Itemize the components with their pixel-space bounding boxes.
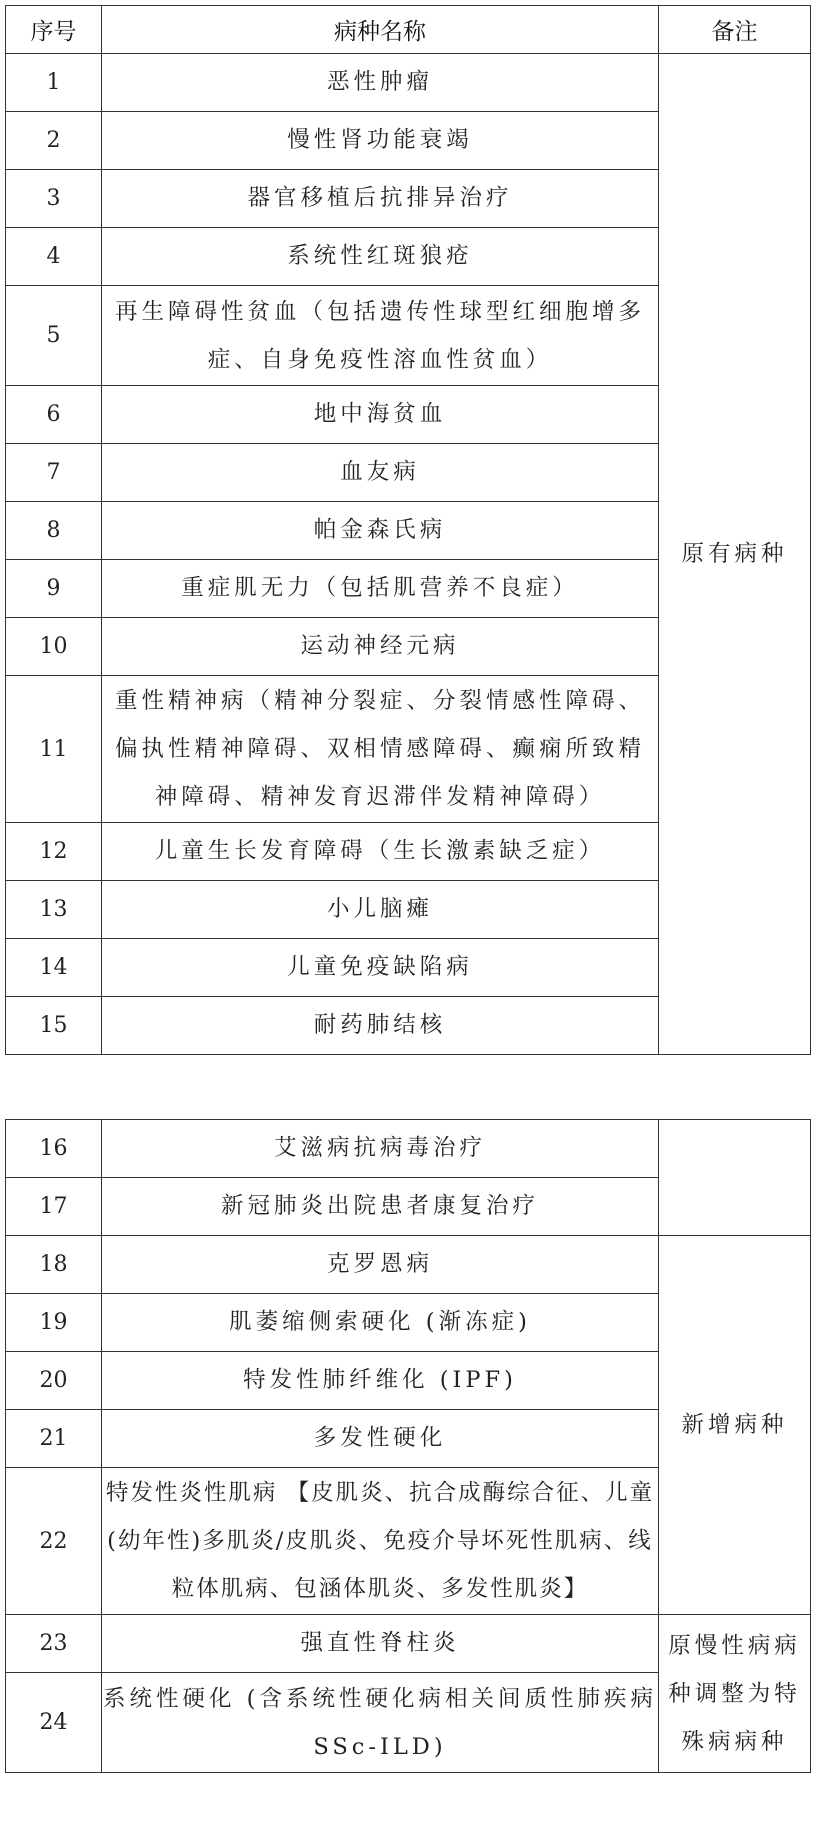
disease-name: 帕金森氏病 <box>102 502 659 560</box>
disease-table-part-1 <box>5 5 811 1055</box>
disease-name: 血友病 <box>102 444 659 502</box>
disease-name: 特发性炎性肌病 【皮肌炎、抗合成酶综合征、儿童 (幼年性)多肌炎/皮肌炎、免疫介导坏死性肌病、线粒体肌病、包涵体肌炎、多发性肌炎】 <box>102 1468 659 1615</box>
disease-name: 小儿脑瘫 <box>102 881 659 939</box>
disease-name: 慢性肾功能衰竭 <box>102 112 659 170</box>
disease-name: 强直性脊柱炎 <box>102 1615 659 1673</box>
disease-table-part-2 <box>5 1119 811 1773</box>
row-number: 11 <box>6 676 102 823</box>
disease-name: 多发性硬化 <box>102 1410 659 1468</box>
table-row <box>6 1236 811 1294</box>
table-row <box>6 54 811 112</box>
row-number: 2 <box>6 112 102 170</box>
remark-empty <box>659 1120 811 1236</box>
row-number: 3 <box>6 170 102 228</box>
disease-name: 恶性肿瘤 <box>102 54 659 112</box>
row-number: 14 <box>6 939 102 997</box>
row-number: 21 <box>6 1410 102 1468</box>
disease-name: 新冠肺炎出院患者康复治疗 <box>102 1178 659 1236</box>
table-row <box>6 1615 811 1673</box>
row-number: 5 <box>6 286 102 386</box>
disease-name: 运动神经元病 <box>102 618 659 676</box>
disease-name: 重性精神病（精神分裂症、分裂情感性障碍、偏执性精神障碍、双相情感障碍、癫痫所致精神障碍、精神发育迟滞伴发精神障碍） <box>102 676 659 823</box>
row-number: 1 <box>6 54 102 112</box>
row-number: 12 <box>6 823 102 881</box>
row-number: 16 <box>6 1120 102 1178</box>
disease-name: 系统性硬化 (含系统性硬化病相关间质性肺疾病 SSc-ILD) <box>102 1673 659 1773</box>
row-number: 20 <box>6 1352 102 1410</box>
remark-reclassified-diseases: 原慢性病病种调整为特殊病病种 <box>659 1615 811 1773</box>
disease-name: 系统性红斑狼疮 <box>102 228 659 286</box>
disease-name: 特发性肺纤维化 (IPF) <box>102 1352 659 1410</box>
row-number: 19 <box>6 1294 102 1352</box>
row-number: 13 <box>6 881 102 939</box>
row-number: 9 <box>6 560 102 618</box>
disease-name: 艾滋病抗病毒治疗 <box>102 1120 659 1178</box>
row-number: 24 <box>6 1673 102 1773</box>
row-number: 6 <box>6 386 102 444</box>
row-number: 4 <box>6 228 102 286</box>
row-number: 18 <box>6 1236 102 1294</box>
row-number: 8 <box>6 502 102 560</box>
row-number: 23 <box>6 1615 102 1673</box>
header-remark: 备注 <box>659 6 811 54</box>
header-disease-name: 病种名称 <box>102 6 659 54</box>
table-row <box>6 1120 811 1178</box>
remark-original-diseases: 原有病种 <box>659 54 811 1055</box>
disease-name: 地中海贫血 <box>102 386 659 444</box>
row-number: 15 <box>6 997 102 1055</box>
disease-name: 儿童生长发育障碍（生长激素缺乏症） <box>102 823 659 881</box>
disease-name: 器官移植后抗排异治疗 <box>102 170 659 228</box>
disease-name: 儿童免疫缺陷病 <box>102 939 659 997</box>
disease-name: 再生障碍性贫血（包括遗传性球型红细胞增多症、自身免疫性溶血性贫血） <box>102 286 659 386</box>
disease-name: 克罗恩病 <box>102 1236 659 1294</box>
row-number: 22 <box>6 1468 102 1615</box>
disease-name: 肌萎缩侧索硬化 (渐冻症) <box>102 1294 659 1352</box>
disease-name: 耐药肺结核 <box>102 997 659 1055</box>
row-number: 10 <box>6 618 102 676</box>
disease-name: 重症肌无力（包括肌营养不良症） <box>102 560 659 618</box>
row-number: 17 <box>6 1178 102 1236</box>
remark-new-diseases: 新增病种 <box>659 1236 811 1615</box>
header-row <box>6 6 811 54</box>
header-index: 序号 <box>6 6 102 54</box>
row-number: 7 <box>6 444 102 502</box>
